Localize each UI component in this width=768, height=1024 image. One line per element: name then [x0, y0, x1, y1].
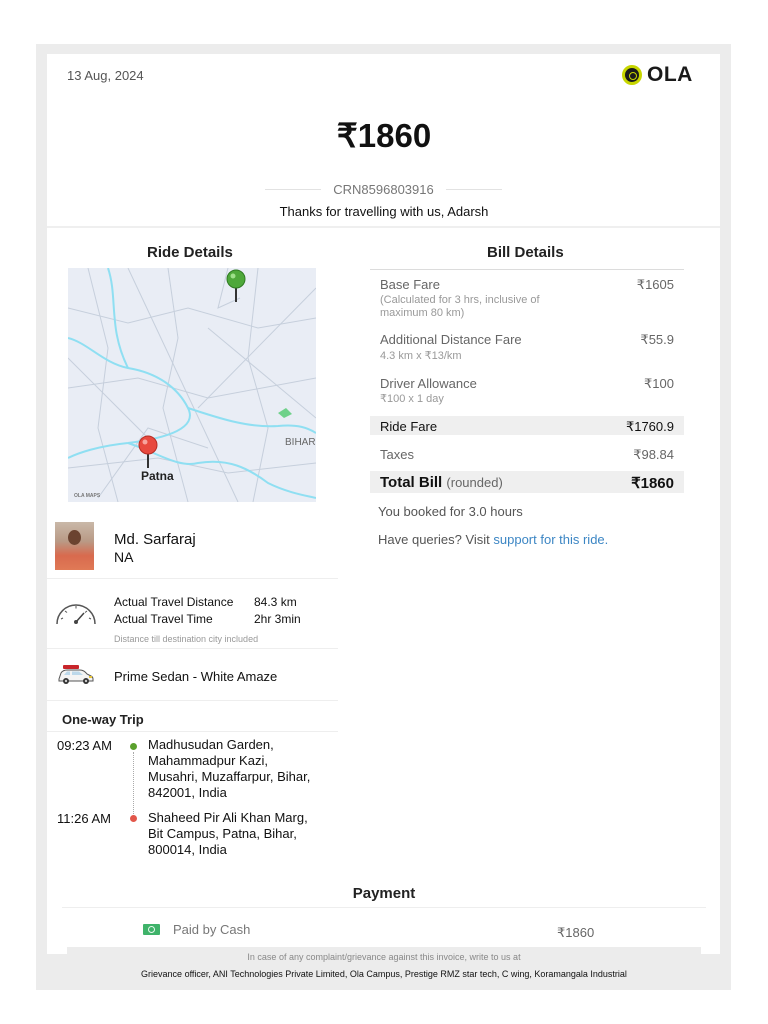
distance-note: Distance till destination city included	[114, 634, 259, 644]
total-bill-value: ₹1860	[631, 475, 674, 492]
bill-divider	[370, 269, 684, 270]
ride-details-heading: Ride Details	[147, 244, 233, 261]
base-fare-value: ₹1605	[636, 277, 674, 292]
crn-row	[265, 180, 502, 198]
payment-divider	[62, 907, 706, 908]
header-divider	[47, 226, 720, 228]
route-line	[133, 752, 134, 814]
total-bill-label: Total Bill (rounded)	[380, 474, 503, 491]
divider	[47, 700, 338, 701]
trip-type: One-way Trip	[62, 712, 144, 727]
divider	[47, 648, 338, 649]
grievance-address: Grievance officer, ANI Technologies Private Limited, Ola Campus, Prestige RMZ star tech, C wing, Koramangala Industrial	[141, 969, 627, 979]
invoice-date: 13 Aug, 2024	[67, 68, 144, 83]
driver-avatar	[55, 522, 94, 570]
driver-allowance-label: Driver Allowance	[380, 376, 477, 391]
payment-method: Paid by Cash	[173, 922, 251, 937]
additional-distance-label: Additional Distance Fare	[380, 332, 522, 347]
ola-logo-icon	[622, 65, 642, 85]
driver-allowance-value: ₹100	[644, 376, 674, 391]
bill-details-heading: Bill Details	[487, 244, 564, 261]
drop-address: Shaheed Pir Ali Khan Marg, Bit Campus, Patna, Bihar, 800014, India	[148, 810, 308, 857]
car-model: Prime Sedan - White Amaze	[114, 669, 278, 684]
drop-time: 11:26 AM	[57, 811, 111, 826]
route-map-svg	[68, 268, 316, 502]
pickup-dot-icon	[130, 743, 137, 750]
support-link[interactable]: support for this ride.	[493, 532, 609, 547]
speedometer-icon	[55, 600, 97, 625]
payment-amount: ₹1860	[557, 925, 595, 940]
crn-number: CRN8596803916	[333, 181, 434, 197]
cash-icon	[143, 924, 160, 935]
drop-dot-icon	[130, 815, 137, 822]
support-text: Have queries? Visit support for this ride.	[378, 532, 609, 547]
additional-distance-note: 4.3 km x ₹13/km	[380, 350, 462, 362]
total-amount: ₹1860	[336, 117, 432, 154]
driver-subtitle: NA	[114, 549, 134, 565]
pickup-time: 09:23 AM	[57, 738, 112, 753]
base-fare-note: (Calculated for 3 hrs, inclusive of maximum 80 km)	[380, 294, 540, 319]
taxes-value: ₹98.84	[633, 447, 674, 462]
distance-label: Actual Travel Distance	[114, 595, 234, 609]
time-value: 2hr 3min	[254, 612, 301, 626]
base-fare-label: Base Fare	[380, 277, 440, 292]
driver-name: Md. Sarfaraj	[114, 531, 196, 548]
divider	[47, 731, 338, 732]
driver-allowance-note: ₹100 x 1 day	[380, 393, 444, 405]
distance-value: 84.3 km	[254, 595, 297, 609]
additional-distance-value: ₹55.9	[640, 332, 674, 347]
car-icon	[56, 664, 94, 686]
map-city-label: Patna	[141, 469, 174, 483]
time-label: Actual Travel Time	[114, 612, 213, 626]
map-brand-label: OLA MAPS	[74, 493, 101, 499]
grievance-intro: In case of any complaint/grievance against this invoice, write to us at	[247, 952, 521, 962]
booked-hours: You booked for 3.0 hours	[378, 504, 523, 519]
payment-heading: Payment	[352, 885, 416, 902]
ride-fare-value: ₹1760.9	[625, 419, 674, 434]
pickup-address: Madhusudan Garden, Mahammadpur Kazi, Musahri, Muzaffarpur, Bihar, 842001, India	[148, 737, 311, 800]
divider	[47, 578, 338, 579]
ride-fare-label: Ride Fare	[380, 419, 438, 434]
ola-logo	[622, 60, 693, 90]
thanks-message: Thanks for travelling with us, Adarsh	[279, 204, 489, 219]
ola-logo-text: OLA	[647, 63, 693, 86]
map-state-label: BIHAR	[285, 437, 316, 448]
taxes-label: Taxes	[380, 447, 414, 462]
route-map	[68, 268, 316, 502]
